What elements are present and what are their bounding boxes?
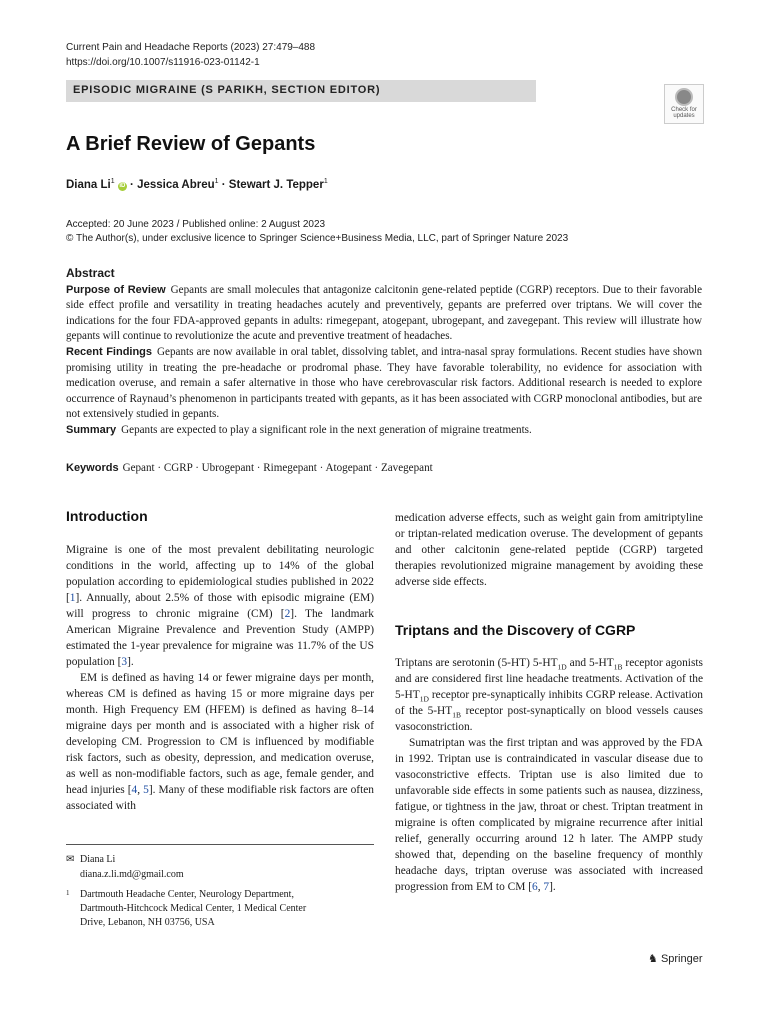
- corresponding-author: [66, 852, 184, 882]
- footnote-divider: [66, 844, 374, 845]
- section-banner: [66, 80, 536, 102]
- abstract: [66, 266, 702, 439]
- triptans-body: [395, 655, 703, 895]
- affiliation-marker: 1: [110, 178, 115, 185]
- keywords: [66, 462, 433, 474]
- triptans-section: [395, 622, 703, 638]
- affiliation-number: 1: [66, 889, 70, 897]
- check-updates-line2: updates: [673, 113, 695, 119]
- citation-link[interactable]: 1: [69, 592, 76, 604]
- affiliation-footnote: [66, 888, 306, 930]
- purpose-label: Purpose of Review: [66, 283, 166, 296]
- abstract-purpose: [66, 283, 702, 345]
- corresponding-email[interactable]: diana.z.li.md@gmail.com: [80, 869, 184, 880]
- paragraph: Sumatriptan was the first triptan and was approved by the FDA in 1992. Triptan use is contraindicated in vascular disease due to vasoconstrictive effects. Triptan use is also limited due to unfavorable side effects in some patients such as nausea, dizziness, fatigue, or tightness in the jaw, throat or chest. Triptan treatment in migraine is often complicated by migraine recurrence after initial relief, generally occurring around 12 h later. The AMPP study showed that, depending on the baseline frequency of monthly headache days, triptan overuse was associated with increased progression from EM to CM [6, 7].: [395, 737, 703, 893]
- keywords-text: Gepant · CGRP · Ubrogepant · Rimegepant · Atogepant · Zavegepant: [122, 462, 433, 474]
- citation-link[interactable]: 7: [543, 881, 550, 893]
- paragraph: Triptans are serotonin (5-HT) $5-HT_{1D}$ and $5-HT_{1B}$ receptor agonists and are considered first line headache treatments. Activation of the $5-HT_{1D}$ receptor pre-synaptically inhibits CGRP release. Activation of the $5-HT_{1B}$ receptor post-synaptically on blood vessels causes vasoconstriction.: [395, 657, 703, 733]
- triptans-heading: Triptans and the Discovery of CGRP: [395, 622, 636, 638]
- paragraph: Migraine is one of the most prevalent debilitating neurologic conditions in the world, affecting up to 14% of the global population according to epidemiological studies published in 2022 [1]. Annually, about 2.5% of those with episodic migraine (EM) will progress to chronic migraine (CM) [2]. The landmark American Migraine Prevalence and Prevention Study (AMPP) estimated the 1-year prevalence for migraine was 11.7% of the US population [3].: [66, 544, 374, 668]
- affiliation-marker: 1: [323, 178, 328, 185]
- journal-header: [66, 40, 315, 70]
- accepted-line: Accepted: 20 June 2023 / Published online: 2 August 2023: [66, 219, 326, 230]
- publisher-logo: [648, 952, 703, 965]
- check-updates-icon: [675, 88, 693, 106]
- copyright-line: © The Author(s), under exclusive licence to Springer Science+Business Media, LLC, part of Springer Nature 2023: [66, 233, 569, 244]
- author-name[interactable]: Stewart J. Tepper: [228, 178, 324, 191]
- introduction-body: [66, 542, 374, 814]
- purpose-text: Gepants are small molecules that antagonize calcitonin gene-related peptide (CGRP) receptors. Due to their favorable side effect profile and versatility in treating headaches acutely and preventively, gepants are preferred over triptans. We will cover the indications for the four FDA-approved gepants in adults: rimegepant, atogepant, ubrogepant, and zavegepant. This review will illustrate how gepants will continue to revolutionize the acute and preventive treatment of headaches.: [66, 283, 703, 343]
- citation-link[interactable]: 2: [284, 608, 291, 620]
- keywords-label: Keywords: [66, 462, 119, 474]
- findings-label: Recent Findings: [66, 345, 153, 358]
- citation-link[interactable]: 6: [532, 881, 538, 893]
- paragraph: medication adverse effects, such as weight gain from amitriptyline or triptan-related medication overuse. The development of gepants and other calcitonin gene-related peptide (CGRP) targeted therapies revolutionized migraine management by avoiding these adverse side effects.: [395, 512, 703, 588]
- introduction-continued: [395, 510, 703, 590]
- findings-text: Gepants are now available in oral tablet, dissolving tablet, and intra-nasal spray formulations. Recent studies have shown promising utility in treating the pre-headache or prodromal phase. They have favorable tolerability, no evidence for association with medication overuse, and remain a safer alternative in those who have cerebrovascular risk factors. Additional research is needed to explore occurrence of Raynaud’s phenomenon in participants treated with gepants, as it has been associated with CGRP monoclonal antibodies, but are not extensively studied in gepants.: [66, 345, 703, 421]
- citation-link[interactable]: 4: [131, 784, 138, 796]
- author-name[interactable]: Jessica Abreu: [137, 178, 215, 191]
- springer-horse-icon: ♞: [648, 953, 658, 965]
- paragraph: EM is defined as having 14 or fewer migraine days per month, whereas CM is defined as having 15 or more migraine days per month. High Frequency EM (HFEM) is defined as having 8–14 migraine days per month and is associated with a higher risk of developing CM. Progression to CM is influenced by modifiable risk factors, such as obesity, depression, and medication overuse, as well as non-modifiable factors, such as age, female gender, and head injuries [4, 5]. Many of these modifiable risk factors are often associated with: [66, 672, 374, 812]
- citation-link[interactable]: 3: [121, 656, 128, 668]
- journal-citation: Current Pain and Headache Reports (2023) 27:479–488: [66, 42, 316, 53]
- paper-title: A Brief Review of Gepants: [66, 133, 316, 155]
- abstract-summary: [66, 423, 702, 439]
- citation-link[interactable]: 5: [143, 784, 149, 796]
- abstract-findings: [66, 345, 702, 423]
- publication-dates: [66, 218, 568, 246]
- envelope-icon: ✉: [66, 854, 75, 865]
- affiliation-line: Dartmouth-Hitchcock Medical Center, 1 Medical Center: [80, 903, 307, 914]
- check-updates-line1: Check for: [671, 107, 697, 113]
- summary-text: Gepants are expected to play a significant role in the next generation of migraine treatments.: [121, 423, 532, 436]
- affiliation-line: Drive, Lebanon, NH 03756, USA: [80, 917, 215, 928]
- check-for-updates-badge[interactable]: [664, 84, 704, 124]
- affiliation-line: Dartmouth Headache Center, Neurology Department,: [80, 889, 294, 900]
- doi-link[interactable]: https://doi.org/10.1007/s11916-023-01142-1: [66, 57, 260, 68]
- section-label: EPISODIC MIGRAINE (S PARIKH, SECTION EDITOR): [73, 84, 381, 96]
- introduction-heading: Introduction: [66, 508, 148, 524]
- abstract-heading: Abstract: [66, 266, 115, 280]
- author-name[interactable]: Diana Li: [66, 178, 111, 191]
- summary-label: Summary: [66, 423, 117, 436]
- corresponding-name: Diana Li: [80, 854, 116, 865]
- publisher-name: Springer: [660, 953, 703, 965]
- orcid-icon[interactable]: iD: [119, 182, 126, 189]
- introduction-section: [66, 508, 374, 524]
- author-list: Diana Li$^1$ iD · Jessica Abreu$^1$ · Stewart J. Tepper$^1$: [66, 178, 328, 191]
- affiliation-marker: 1: [214, 178, 219, 185]
